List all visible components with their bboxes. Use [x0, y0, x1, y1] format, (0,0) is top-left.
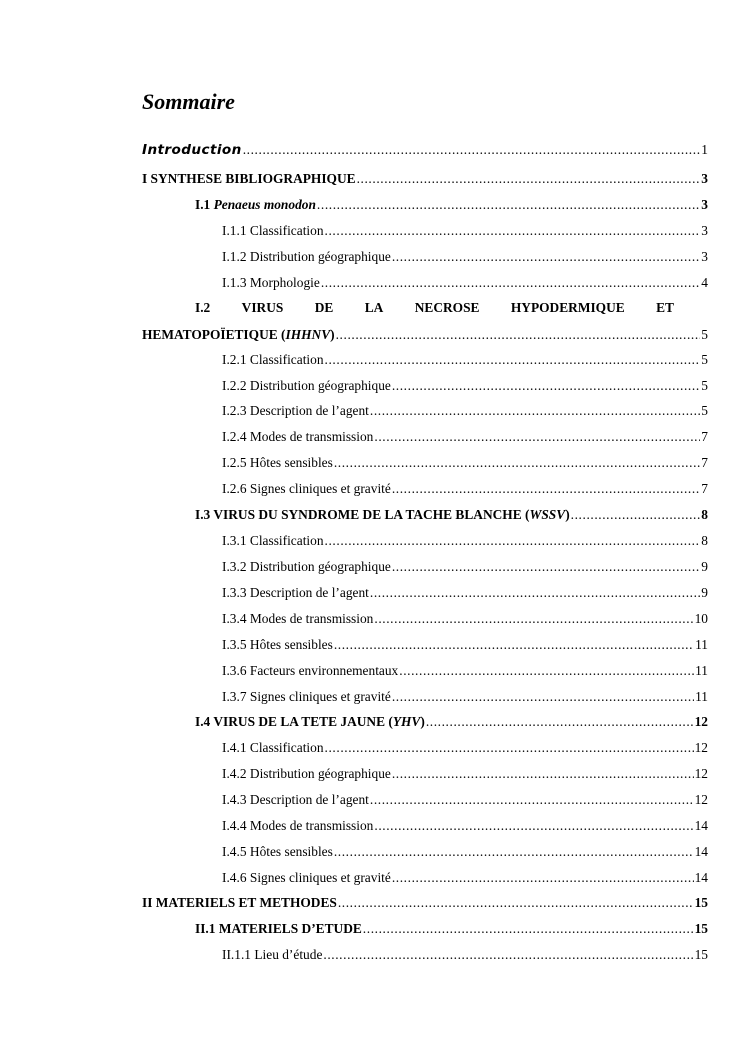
toc-label: Introduction — [142, 142, 242, 158]
toc-label: I.2.5 Hôtes sensibles — [222, 455, 333, 470]
toc-entry-subsection[interactable] — [222, 815, 708, 837]
toc-label: I.4.4 Modes de transmission — [222, 818, 374, 833]
toc-word: LA — [364, 300, 384, 315]
toc-entry-subsection[interactable] — [222, 737, 708, 759]
toc-label: I.3.5 Hôtes sensibles — [222, 637, 333, 652]
toc-page-number: 12 — [694, 714, 708, 729]
toc-label: I.3.4 Modes de transmission — [222, 611, 374, 626]
toc-page-number: 9 — [701, 585, 708, 600]
toc-entry-subsection[interactable] — [222, 789, 708, 811]
toc-entry-subsection[interactable] — [222, 944, 708, 966]
toc-page-number: 15 — [694, 895, 708, 910]
dot-leader — [370, 400, 700, 422]
toc-label: II.1 MATERIELS D’ETUDE — [195, 921, 362, 936]
toc-page-number: 3 — [701, 223, 708, 238]
dot-leader — [325, 349, 701, 371]
toc-page-number: 3 — [701, 249, 708, 264]
toc-entry-subsection[interactable] — [222, 634, 708, 656]
toc-entry-subsection[interactable] — [222, 763, 708, 785]
toc-label: I.2.1 Classification — [222, 352, 324, 367]
toc-entry-chapter[interactable] — [142, 168, 708, 190]
toc-word: HYPODERMIQUE — [510, 300, 625, 315]
toc-label: I.3.3 Description de l’agent — [222, 585, 369, 600]
virus-abbr: YHV — [392, 714, 421, 729]
dot-leader — [317, 194, 700, 216]
dot-leader — [392, 763, 694, 785]
toc-page-number: 8 — [701, 533, 708, 548]
toc-entry-section-line1[interactable] — [195, 297, 674, 319]
toc-word: ET — [656, 300, 674, 315]
toc-page-number: 14 — [694, 844, 708, 859]
toc-entry-subsection[interactable] — [222, 452, 708, 474]
toc-label: I.2.4 Modes de transmission — [222, 429, 374, 444]
toc-page-number: 3 — [701, 197, 708, 212]
dot-leader — [399, 660, 694, 682]
dot-leader — [336, 324, 701, 346]
toc-page-number: 5 — [701, 352, 708, 367]
toc-entry-subsection[interactable] — [222, 272, 708, 294]
dot-leader — [426, 711, 694, 733]
toc-label: I.4 VIRUS DE LA TETE JAUNE (YHV) — [195, 714, 425, 729]
dot-leader — [370, 582, 700, 604]
toc-page-number: 12 — [694, 740, 708, 755]
dot-leader — [374, 608, 693, 630]
toc-page-number: 7 — [701, 429, 708, 444]
toc-entry-subsection[interactable] — [222, 608, 708, 630]
toc-page-number: 15 — [694, 921, 708, 936]
dot-leader — [392, 867, 694, 889]
toc-word: DE — [314, 300, 334, 315]
species-name: Penaeus monodon — [213, 197, 316, 212]
toc-page-number: 5 — [701, 403, 708, 418]
toc-page-number: 7 — [701, 455, 708, 470]
toc-label: I.1 Penaeus monodon — [195, 197, 316, 212]
toc-label: I.1.1 Classification — [222, 223, 324, 238]
toc-entry-subsection[interactable] — [222, 841, 708, 863]
toc-page-number: 5 — [701, 378, 708, 393]
dot-leader — [338, 892, 694, 914]
toc-entry-subsection[interactable] — [222, 582, 708, 604]
toc-entry-subsection[interactable] — [222, 349, 708, 371]
dot-leader — [363, 918, 694, 940]
toc-page-number: 15 — [694, 947, 708, 962]
toc-entry-subsection[interactable] — [222, 400, 708, 422]
dot-leader — [571, 504, 701, 526]
virus-abbr: WSSV — [529, 507, 566, 522]
toc-page-number: 5 — [701, 327, 708, 342]
dot-leader — [392, 478, 700, 500]
toc-label: I.4.3 Description de l’agent — [222, 792, 369, 807]
dot-leader — [323, 944, 693, 966]
toc-label: I.1.3 Morphologie — [222, 275, 320, 290]
toc-label: I.4.5 Hôtes sensibles — [222, 844, 333, 859]
toc-entry-subsection[interactable] — [222, 686, 708, 708]
toc-label: HEMATOPOÏETIQUE (IHHNV) — [142, 327, 335, 342]
toc-label: I.4.1 Classification — [222, 740, 324, 755]
dot-leader — [392, 375, 700, 397]
dot-leader — [392, 556, 700, 578]
toc-entry-section[interactable] — [195, 918, 708, 940]
toc-word: VIRUS — [241, 300, 284, 315]
toc-page-number: 12 — [694, 766, 708, 781]
dot-leader — [325, 220, 701, 242]
toc-label: I.2.3 Description de l’agent — [222, 403, 369, 418]
dot-leader — [325, 530, 701, 552]
toc-label: I.3.7 Signes cliniques et gravité — [222, 689, 391, 704]
toc-entry-subsection[interactable] — [222, 220, 708, 242]
toc-label: I.2.2 Distribution géographique — [222, 378, 391, 393]
toc-label: I.2.6 Signes cliniques et gravité — [222, 481, 391, 496]
dot-leader — [321, 272, 700, 294]
dot-leader — [392, 686, 694, 708]
toc-entry-subsection[interactable] — [222, 530, 708, 552]
toc-entry-section[interactable] — [195, 711, 708, 733]
dot-leader — [334, 634, 694, 656]
dot-leader — [357, 168, 701, 190]
toc-label: I.3.1 Classification — [222, 533, 324, 548]
toc-page-number: 9 — [701, 559, 708, 574]
toc-label: I SYNTHESE BIBLIOGRAPHIQUE — [142, 171, 356, 186]
toc-entry-subsection[interactable] — [222, 426, 708, 448]
toc-entry-subsection[interactable] — [222, 660, 708, 682]
dot-leader — [325, 737, 694, 759]
dot-leader — [243, 139, 701, 161]
toc-label: I.4.2 Distribution géographique — [222, 766, 391, 781]
toc-page-number: 14 — [694, 818, 708, 833]
toc-page-number: 3 — [701, 171, 708, 186]
toc-label: I.1.2 Distribution géographique — [222, 249, 391, 264]
dot-leader — [374, 426, 700, 448]
toc-page-number: 11 — [695, 637, 708, 652]
toc-entry-chapter[interactable] — [142, 892, 708, 914]
toc-label: II MATERIELS ET METHODES — [142, 895, 337, 910]
dot-leader — [374, 815, 693, 837]
toc-label: II.1.1 Lieu d’étude — [222, 947, 323, 962]
toc-page-number: 12 — [694, 792, 708, 807]
page-title: Sommaire — [142, 89, 235, 114]
toc-entry-section-line2[interactable] — [142, 324, 708, 346]
dot-leader — [392, 246, 700, 268]
toc-page-number: 1 — [701, 142, 708, 157]
toc-label: I.4.6 Signes cliniques et gravité — [222, 870, 391, 885]
toc-entry-subsection[interactable] — [222, 867, 708, 889]
virus-abbr: IHHNV — [285, 327, 331, 342]
toc-label: I.3.2 Distribution géographique — [222, 559, 391, 574]
dot-leader — [334, 841, 694, 863]
toc-entry-section[interactable] — [195, 504, 708, 526]
toc-label: I.3.6 Facteurs environnementaux — [222, 663, 399, 678]
toc-word: NECROSE — [414, 300, 480, 315]
toc-entry-introduction[interactable] — [142, 139, 708, 161]
toc-entry-subsection[interactable] — [222, 246, 708, 268]
toc-entry-subsection[interactable] — [222, 556, 708, 578]
dot-leader — [334, 452, 700, 474]
toc-page-number: 4 — [701, 275, 708, 290]
toc-page-number: 11 — [695, 663, 708, 678]
toc-entry-section[interactable] — [195, 194, 708, 216]
toc-label: I.3 VIRUS DU SYNDROME DE LA TACHE BLANCHE (WSSV) — [195, 507, 570, 522]
toc-page-number: 10 — [694, 611, 708, 626]
toc-entry-subsection[interactable] — [222, 478, 708, 500]
toc-word: I.2 — [195, 300, 211, 315]
toc-page-number: 11 — [695, 689, 708, 704]
toc-page-number: 8 — [701, 507, 708, 522]
toc-page-number: 14 — [694, 870, 708, 885]
dot-leader — [370, 789, 694, 811]
toc-entry-subsection[interactable] — [222, 375, 708, 397]
toc-page-number: 7 — [701, 481, 708, 496]
